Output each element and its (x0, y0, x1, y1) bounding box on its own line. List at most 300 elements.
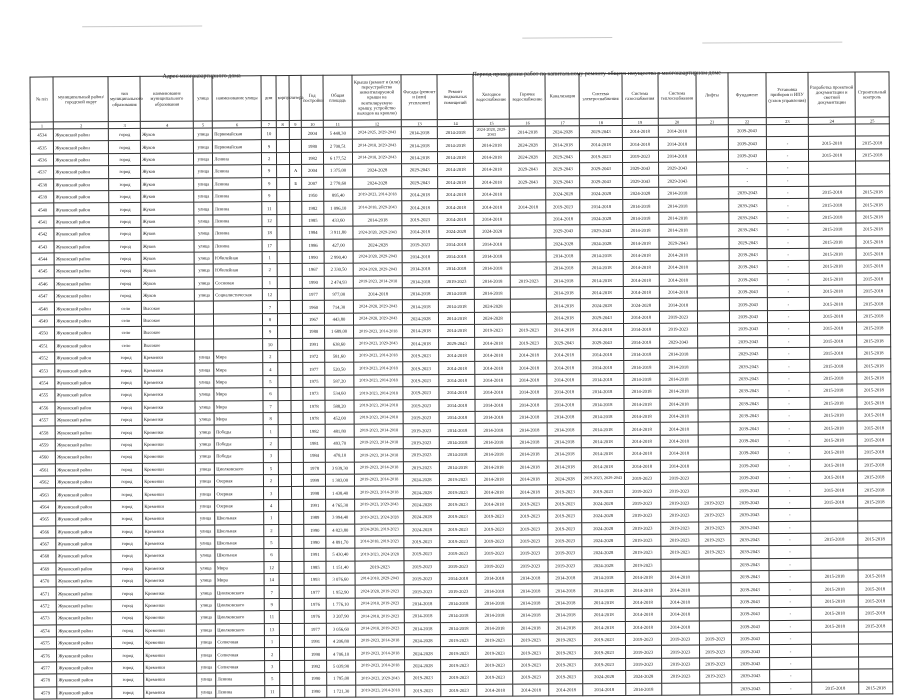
table-cell: 2039-2043 (728, 199, 766, 212)
table-cell: 2014-2018 (625, 683, 661, 696)
table-cell (277, 214, 290, 226)
table-cell: 4 (263, 363, 278, 375)
table-cell: 2019-2023 (548, 522, 582, 535)
table-cell: 2019-2023 (476, 510, 512, 523)
table-cell: Жуковский район (56, 500, 111, 513)
table-cell: улица (194, 165, 213, 178)
table-cell: 2019-2023 (404, 585, 440, 598)
table-cell: 2019-2023 (660, 472, 698, 485)
table-cell: 2014-2018 (547, 299, 581, 312)
table-cell (279, 499, 292, 511)
table-cell (661, 683, 699, 696)
table-cell: 2015-2018 (810, 409, 857, 422)
table-cell: 2019-2023 (441, 672, 477, 685)
table-cell: 2015-2018 (810, 434, 857, 447)
table-cell: 4547 (31, 290, 54, 303)
table-cell (292, 660, 305, 672)
table-cell: город (110, 265, 142, 278)
table-cell: 2014-2018 (474, 200, 510, 213)
table-cell (696, 150, 728, 163)
table-cell: 895,40 (323, 189, 353, 202)
table-cell: 2 700,51 (323, 139, 353, 152)
table-cell: улица (194, 178, 213, 191)
table-cell: 2019-2023 (477, 671, 513, 684)
table-cell (277, 189, 290, 201)
table-cell: улица (197, 648, 216, 661)
table-cell: 2015-2018 (857, 434, 891, 447)
table-cell: 4 706,10 (326, 648, 356, 661)
table-cell (276, 127, 289, 139)
table-cell: 2014-2018 (622, 212, 658, 225)
table-cell: 2014-2018 (402, 250, 438, 263)
table-cell: - (769, 521, 811, 534)
table-cell: Победы (215, 450, 264, 463)
table-cell: 2014-2018 (547, 386, 581, 399)
table-cell: Жуковский район (54, 166, 109, 179)
table-cell: Кременки (142, 376, 195, 389)
table-cell: 2019-2023, 2029-2043 (354, 337, 403, 350)
table-cell: 2014-2018 (580, 249, 622, 262)
table-cell: улица (196, 500, 215, 513)
table-cell (292, 573, 305, 585)
table-cell: 2024-2028 (475, 300, 511, 313)
table-cell: город (112, 587, 144, 600)
table-cell: 2019-2023, 2014-2018 (354, 275, 403, 288)
table-cell: 534,60 (325, 387, 355, 400)
table-cell: 9 (262, 165, 277, 177)
table-cell (700, 682, 732, 695)
table-cell: 2014-2018 (440, 461, 476, 474)
table-cell: город (109, 153, 141, 166)
address-caption: Адрес многоквартирного дома (162, 73, 241, 80)
table-cell: Солнечная (216, 636, 265, 649)
table-cell: 2014-2018 (581, 361, 623, 374)
table-cell: 2014-2018 (623, 286, 659, 299)
table-cell: 2019-2023 (546, 200, 580, 213)
table-cell: - (767, 211, 809, 224)
table-cell: 2014-2018 (402, 300, 438, 313)
table-cell: город (109, 166, 141, 179)
table-cell: 1999 (304, 474, 325, 487)
table-cell: 2019-2023, 2014-2018 (354, 375, 403, 388)
table-cell: 5 (264, 462, 279, 474)
table-cell: 4 891,70 (325, 536, 355, 549)
table-cell: 2014-2018 (659, 224, 697, 237)
table-cell: - (768, 360, 810, 373)
table-cell: 2039-2043 (729, 224, 767, 237)
table-cell (697, 311, 729, 324)
table-cell: 2014-2018 (440, 610, 476, 623)
table-cell: 2014-2018 (474, 188, 510, 201)
table-cell: 4579 (34, 687, 57, 700)
table-cell: 2015-2018 (858, 582, 892, 595)
table-cell: Жуковский район (55, 327, 110, 340)
column-header: Строительный контроль (855, 72, 889, 117)
table-cell: 2019-2023 (402, 213, 438, 226)
table-cell: 2015-2018 (810, 359, 857, 372)
table-cell: 2014-2018 (438, 176, 474, 189)
table-cell: 2014-2018 (512, 572, 548, 585)
column-header: Крыша (ремонт и (или) переустройство невентилируемой крыши на вентилируемую крышу, устройство выходов на кровлю) (352, 75, 401, 120)
table-cell: 2014-2018 (439, 349, 475, 362)
table-cell: - (768, 372, 810, 385)
table-cell (697, 212, 729, 225)
table-cell: 2019-2023 (511, 337, 547, 350)
table-cell: 2019-2023, 2029-2043 (582, 472, 624, 485)
table-cell: Озерная (215, 499, 264, 512)
table-cell: 2039-2043 (729, 372, 767, 385)
column-header: муниципальный район/городской округ (53, 77, 108, 122)
table-cell: 4566 (33, 525, 56, 538)
table-cell: Жуковский район (55, 302, 110, 315)
table-cell: Жуков (141, 153, 194, 166)
table-cell: 1 (262, 276, 277, 288)
table-cell: Жуковский район (57, 649, 112, 662)
table-cell (290, 350, 303, 362)
table-cell: 2019-2023 (660, 534, 698, 547)
table-cell: Жуковский район (54, 240, 109, 253)
table-cell: 1984 (304, 449, 325, 462)
table-cell: город (109, 178, 141, 191)
table-cell: 2024-2028 (581, 299, 623, 312)
table-cell: город (110, 364, 142, 377)
table-cell: 977,00 (324, 288, 354, 301)
table-cell: 2015-2018 (809, 223, 856, 236)
table-cell: 2029-2043 (510, 163, 546, 176)
table-cell: 2015-2018 (812, 682, 859, 695)
table-cell: 2019-2023 (476, 523, 512, 536)
table-cell: город (111, 463, 143, 476)
table-cell: 3 056,60 (326, 623, 356, 636)
column-header: Разработка проектной документации и сметной документации (808, 72, 855, 117)
table-cell: 2014-2018 (438, 201, 474, 214)
table-cell (278, 338, 291, 350)
table-cell: 2019-2023 (440, 486, 476, 499)
table-cell (292, 536, 305, 548)
table-cell: Жуковский район (57, 674, 112, 687)
table-cell: 1991 (304, 549, 325, 562)
table-cell: Школьная (215, 512, 264, 525)
table-cell: Кременки (144, 611, 197, 624)
table-cell: 1991 (303, 338, 324, 351)
column-number: 3 (109, 121, 141, 128)
table-cell: 2019-2023 (403, 350, 439, 363)
table-cell: 2019-2023 (659, 323, 697, 336)
table-cell: 2024-2028 (546, 126, 580, 139)
table-cell: Циолковского (216, 623, 265, 636)
column-header: Общая площадь (323, 75, 353, 120)
table-cell: 2 990,40 (324, 251, 354, 264)
table-cell: - (768, 385, 810, 398)
table-cell: 3 (263, 450, 278, 462)
table-cell (280, 685, 293, 697)
table-cell: город (109, 240, 141, 253)
table-cell: 1977 (305, 623, 326, 636)
table-cell: улица (195, 363, 214, 376)
table-cell (858, 632, 892, 645)
table-cell (279, 549, 292, 561)
table-cell: 2014-2018 (476, 572, 512, 585)
table-cell: город (111, 488, 143, 501)
table-cell: 2014-2018 (660, 385, 698, 398)
table-cell (214, 314, 263, 327)
table-cell: улица (195, 277, 214, 290)
table-cell: улица (194, 190, 213, 203)
table-cell: 2015-2018 (810, 421, 857, 434)
table-cell: 2024-2028, 2019-2023 (355, 523, 404, 536)
table-cell: 2015-2018 (856, 186, 890, 199)
table-cell: улица (197, 673, 216, 686)
table-cell: 2015-2018 (855, 136, 889, 149)
table-cell: 1986 (302, 239, 323, 252)
table-cell (699, 558, 731, 571)
table-cell: 2024-2028 (474, 225, 510, 238)
table-cell: 2014-2018 (660, 398, 698, 411)
table-cell (290, 363, 303, 375)
table-cell: 2019-2023 (624, 497, 660, 510)
table-cell: 2019-2023 (441, 647, 477, 660)
table-cell: - (767, 298, 809, 311)
table-cell (279, 524, 292, 536)
table-cell: 2039-2043 (731, 595, 769, 608)
table-cell: Жуков (141, 178, 194, 191)
table-cell: 2015-2018 (811, 483, 858, 496)
table-cell: 2014-2018 (511, 374, 547, 387)
table-cell: 2019-2023 (440, 498, 476, 511)
table-cell: 2019-2023 (661, 633, 699, 646)
table-cell: 12 (262, 214, 277, 226)
table-cell: 1981 (304, 437, 325, 450)
table-cell: 2015-2018 (809, 186, 856, 199)
table-cell: 2029-2043 (402, 164, 438, 177)
table-cell: 2014-2018 (625, 608, 661, 621)
table-cell: 4544 (31, 253, 54, 266)
table-cell (510, 250, 546, 263)
table-cell: город (111, 413, 143, 426)
column-number: 24 (809, 117, 856, 124)
table-cell: 9 (263, 326, 278, 338)
table-cell: 2015-2018 (859, 681, 893, 694)
table-cell: 2015-2018 (856, 334, 890, 347)
table-cell: 5 448,30 (323, 127, 353, 140)
table-cell: 1978 (303, 412, 324, 425)
table-body (30, 124, 892, 699)
table-cell: улица (196, 487, 215, 500)
table-cell: 3 (265, 660, 280, 672)
table-cell: 2014-2018 (582, 596, 624, 609)
table-cell: 4577 (34, 662, 57, 675)
table-cell: 2014-2018 (581, 423, 623, 436)
table-cell: Жуковский район (54, 129, 109, 142)
table-cell: - (767, 273, 809, 286)
table-cell: 2014-2018 (402, 139, 438, 152)
table-cell: 2019-2023 (624, 522, 660, 535)
table-cell: - (769, 558, 811, 571)
table-cell: 11 (262, 202, 277, 214)
table-cell: 2019-2023 (624, 534, 660, 547)
table-cell: 2029-2043 (581, 311, 623, 324)
table-cell: 2024-2028 (546, 237, 580, 250)
table-cell: 1 383,00 (325, 474, 355, 487)
table-cell: 2014-2018 (513, 683, 549, 696)
table-cell (214, 326, 263, 339)
table-cell: 2039-2043 (730, 472, 768, 485)
table-cell: 4538 (31, 178, 54, 191)
table-cell: 4550 (32, 327, 55, 340)
table-cell: 3 939,30 (325, 462, 355, 475)
table-cell: 1990 (305, 672, 326, 685)
table-cell (276, 140, 289, 152)
table-cell (858, 545, 892, 558)
table-cell: Циолковского (216, 598, 265, 611)
table-cell: 2019-2023 (548, 485, 582, 498)
table-cell (279, 586, 292, 598)
table-cell: Жуковский район (55, 414, 110, 427)
table-cell: 2014-2018 (547, 274, 581, 287)
table-cell: 2014-2018 (511, 423, 547, 436)
table-cell: 2015-2018 (856, 310, 890, 323)
table-cell: 2019-2023 (548, 510, 582, 523)
table-cell: 2024-2028 (582, 510, 624, 523)
table-cell: 2014-2018 (623, 373, 659, 386)
table-cell: 2014-2018 (546, 138, 580, 151)
table-cell: улица (194, 252, 213, 265)
table-cell: 2024-2028 (546, 188, 580, 201)
period-caption: Период проведения работ по капитальному ремонту общего имущества в многоквартирном доме (472, 70, 721, 78)
table-cell: - (768, 422, 810, 435)
table-cell: - (769, 608, 811, 621)
table-cell (698, 348, 730, 361)
table-cell: Кременки (143, 587, 196, 600)
table-cell: 2039-2043 (728, 125, 766, 138)
table-cell: 2014-2018 (439, 374, 475, 387)
table-cell (697, 249, 729, 262)
table-cell (214, 338, 263, 351)
table-cell: - (769, 583, 811, 596)
column-number: 4 (141, 121, 194, 128)
table-cell: 1 096,10 (323, 201, 353, 214)
table-cell (855, 124, 889, 137)
table-cell: город (112, 661, 144, 674)
table-cell: 2014-2018 (512, 448, 548, 461)
table-cell: 2014-2018 (439, 411, 475, 424)
table-cell: Высокое (142, 326, 195, 339)
column-header: корпус (276, 75, 289, 120)
table-cell: - (766, 161, 808, 174)
table-cell: 2019-2023, 2014-2018 (356, 660, 405, 673)
table-cell: 2039-2043 (731, 583, 769, 596)
table-cell: 1 689,00 (324, 325, 354, 338)
table-cell: 2 (264, 475, 279, 487)
table-cell: 2014-2018 (660, 460, 698, 473)
table-cell: 1 (265, 636, 280, 648)
table-cell: - (769, 570, 811, 583)
table-cell: 2015-2018 (811, 446, 858, 459)
table-cell (279, 512, 292, 524)
column-number: 15 (473, 119, 509, 126)
table-cell: 2039-2043 (729, 261, 767, 274)
table-cell: Жуковский район (55, 339, 110, 352)
table-cell: 2 (264, 524, 279, 536)
table-cell: город (111, 426, 143, 439)
table-cell: 2024-2028 (404, 474, 440, 487)
table-cell: 714,30 (324, 301, 354, 314)
table-cell: 2014-2018 (477, 622, 513, 635)
table-cell: 2014-2018 (402, 189, 438, 202)
table-cell: 2019-2023, 2014-2018 (355, 461, 404, 474)
table-cell: 2039-2043 (729, 248, 767, 261)
table-cell: улица (194, 215, 213, 228)
column-number: 2 (54, 122, 109, 129)
table-cell: 4578 (34, 674, 57, 687)
table-cell: 2014-2018 (475, 411, 511, 424)
table-cell (292, 673, 305, 685)
table-cell: Мира (214, 413, 263, 426)
table-cell: 2014-2018 (404, 622, 440, 635)
table-cell: 4565 (33, 513, 56, 526)
table-cell: Жуковский район (57, 661, 112, 674)
table-cell: Кременки (143, 562, 196, 575)
table-cell: 2014-2018 (659, 373, 697, 386)
table-cell: 478,10 (325, 449, 355, 462)
table-cell (698, 472, 730, 485)
table-cell: 2019-2023 (403, 424, 439, 437)
table-cell: 2019-2023, 2014-2018 (356, 647, 405, 660)
table-cell: 2014-2018 (474, 176, 510, 189)
column-number: 16 (510, 119, 546, 126)
column-header: Холодное водоснабжение (473, 74, 509, 119)
table-cell: - (768, 508, 810, 521)
table-cell: 2019-2023 (510, 275, 546, 288)
table-cell: 1967 (303, 264, 324, 277)
table-cell: 2014-2018 (512, 473, 548, 486)
table-cell: Жуковский район (56, 525, 111, 538)
table-cell: 4546 (31, 278, 54, 291)
table-cell: Жуковский район (55, 364, 110, 377)
table-cell: Высокое (142, 314, 195, 327)
table-cell: 2019-2023, 2014-2018 (353, 189, 402, 202)
table-cell: Жуковский район (55, 426, 110, 439)
table-cell (278, 412, 291, 424)
table-cell: 2019-2023 (440, 560, 476, 573)
table-cell: 2039-2043 (731, 682, 769, 695)
table-cell (699, 608, 731, 621)
table-cell: 1977 (305, 586, 326, 599)
table-cell: 2019-2023 (583, 658, 625, 671)
table-cell (697, 187, 729, 200)
table-cell: 2019-2023 (659, 311, 697, 324)
table-cell: Мира (214, 400, 263, 413)
table-cell: 2014-2018 (623, 348, 659, 361)
table-cell: Кременки (142, 401, 195, 414)
table-cell: 2019-2023 (402, 238, 438, 251)
table-cell: 2039-2043 (729, 286, 767, 299)
table-cell: город (111, 475, 143, 488)
table-cell: 2019-2023, 2014-2018 (355, 449, 404, 462)
table-cell: 2024-2028 (510, 138, 546, 151)
table-cell: 2015-2018 (809, 248, 856, 261)
table-cell: 2015-2018 (809, 211, 856, 224)
table-cell: город (112, 574, 144, 587)
table-cell: 2024-2028 (580, 187, 622, 200)
table-cell: Ленина (213, 239, 262, 252)
table-cell: 4568 (33, 550, 56, 563)
table-cell (214, 301, 263, 314)
table-cell: 2014-2018 (547, 287, 581, 300)
table-cell: Жуковский район (57, 612, 112, 625)
column-header: № п/п (30, 77, 54, 122)
table-cell: 2014-2018 (511, 399, 547, 412)
